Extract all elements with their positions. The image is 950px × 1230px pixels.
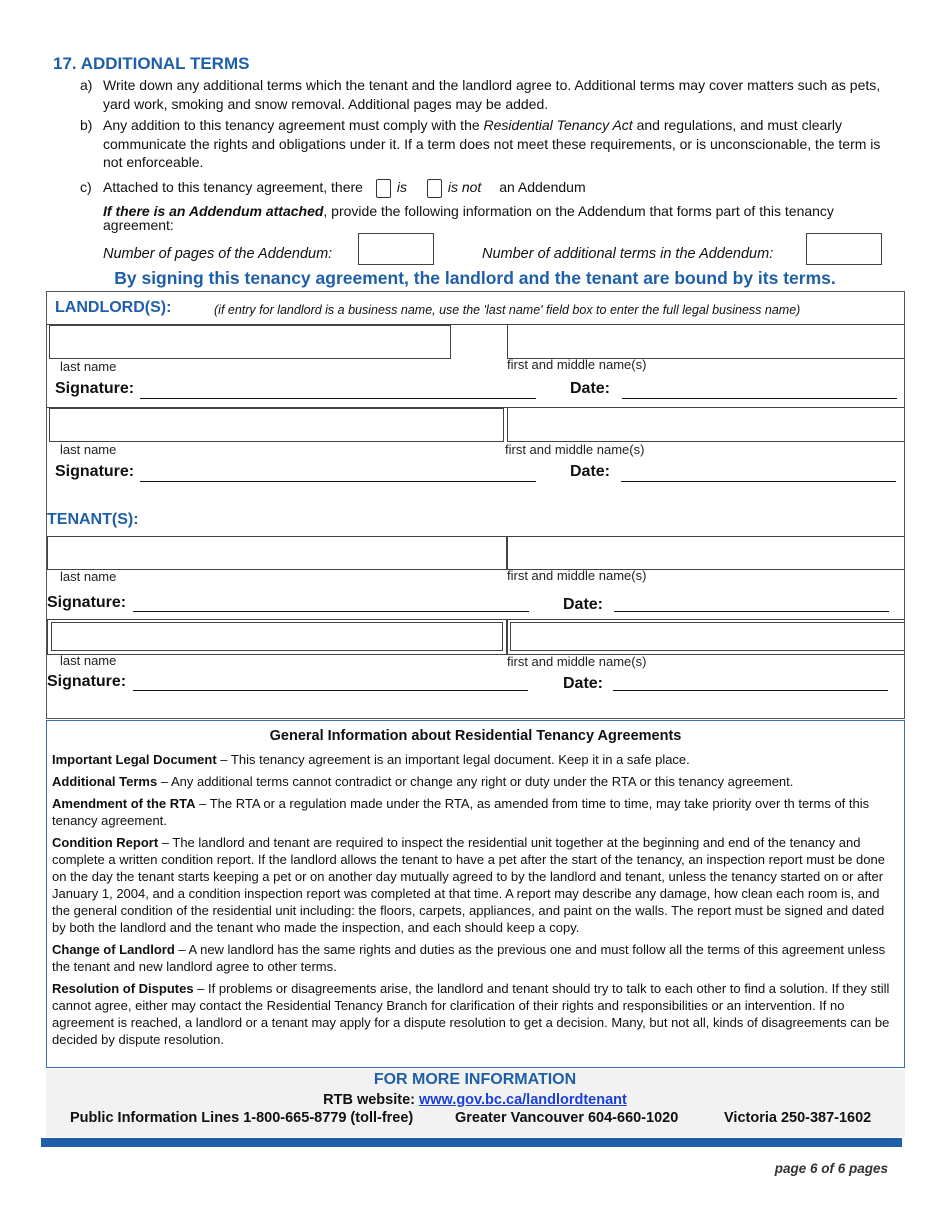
date-label: Date: (570, 463, 611, 480)
info-item (52, 751, 899, 768)
term-c (80, 178, 890, 198)
info-item (52, 773, 899, 790)
terms-label: Number of additional terms in the Addendum: (482, 246, 774, 262)
landlord-2-date-line[interactable] (621, 481, 896, 482)
date-label: Date: (563, 675, 604, 692)
binding-banner: By signing this tenancy agreement, the landlord and the tenant are bound by its terms. (114, 268, 836, 288)
pages-label: Number of pages of the Addendum: (103, 246, 333, 262)
addendum-is-checkbox[interactable] (376, 179, 391, 198)
tenant-1-last-name-input[interactable] (47, 536, 507, 570)
last-name-label: last name (60, 569, 117, 584)
signature-label: Signature: (47, 673, 127, 690)
addendum-terms-input[interactable] (806, 233, 882, 265)
victoria-line: Victoria 250-387-1602 (724, 1110, 872, 1126)
landlord-2-last-name-input[interactable] (49, 408, 504, 442)
more-info-heading: FOR MORE INFORMATION (373, 1071, 577, 1088)
term-a-label: a) (80, 77, 93, 93)
addendum-is-label: is (396, 179, 407, 195)
tenant-2-signature-line[interactable] (133, 690, 528, 691)
last-name-label: last name (60, 442, 117, 457)
rtb-website-link[interactable]: www.gov.bc.ca/landlordtenant (419, 1092, 627, 1108)
info-text: – This tenancy agreement is an important legal document. Keep it in a safe place. (216, 752, 690, 767)
first-middle-label: first and middle name(s) (505, 442, 645, 457)
info-item (52, 941, 899, 975)
info-item (52, 834, 899, 936)
landlords-heading: LANDLORD(S): (55, 299, 172, 316)
landlord-1-last-name-input[interactable] (49, 325, 451, 359)
term-b-post: and regulations, and must clearly communicate the rights and obligations under it. If a term does not meet these requirements, or is unconscionable, the term is not enforceable. (103, 117, 881, 170)
section-title: 17. ADDITIONAL TERMS (53, 54, 250, 73)
term-a (80, 76, 890, 113)
addendum-word: an Addendum (499, 179, 586, 195)
info-text: – The RTA or a regulation made under the RTA, as amended from time to time, may take priority over th terms of this tenancy agreement. (52, 796, 870, 828)
landlord-1-date-line[interactable] (622, 398, 897, 399)
term-b-text (103, 116, 890, 172)
info-term: Resolution of Disputes (52, 981, 194, 996)
addendum-pages-input[interactable] (358, 233, 434, 265)
info-term: Change of Landlord (52, 942, 175, 957)
rtb-website (0, 1092, 950, 1108)
vancouver-line: Greater Vancouver 604-660-1020 (455, 1110, 679, 1126)
signature-label: Signature: (47, 594, 127, 611)
term-c-label: c) (80, 179, 92, 195)
tenant-1-first-name-input[interactable] (507, 536, 904, 570)
signature-label: Signature: (55, 463, 135, 480)
last-name-label: last name (60, 653, 117, 668)
date-label: Date: (570, 380, 611, 397)
term-a-text: Write down any additional terms which the tenant and the landlord agree to. Additional terms may cover matters such as pets, yard work, smoking and snow removal. Additional pages may be added. (103, 77, 881, 112)
date-label: Date: (563, 596, 604, 613)
info-term: Amendment of the RTA (52, 796, 196, 811)
landlord-1-signature-line[interactable] (140, 398, 536, 399)
info-text: – Any additional terms cannot contradict or change any right or duty under the RTA or this tenancy agreement. (157, 774, 794, 789)
tenant-1-date-line[interactable] (614, 611, 889, 612)
tenant-2-last-name-input[interactable] (47, 619, 507, 655)
tenant-2-date-line[interactable] (613, 690, 888, 691)
term-b-pre: Any addition to this tenancy agreement must comply with the (103, 117, 480, 133)
tenant-2-first-name-input[interactable] (507, 619, 904, 655)
public-info-line: Public Information Lines 1-800-665-8779 (toll-free) (70, 1110, 414, 1126)
last-name-label: last name (60, 359, 117, 374)
addendum-is-not-checkbox[interactable] (427, 179, 442, 198)
addendum-lead: If there is an Addendum attached (103, 203, 324, 219)
addendum-is-not-label: is not (447, 179, 482, 195)
rtb-website-label: RTB website: (323, 1092, 415, 1108)
info-term: Additional Terms (52, 774, 158, 789)
addendum-rest: , provide the following information on the Addendum that forms part of this tenancy agreement: (103, 203, 834, 233)
info-text: – If problems or disagreements arise, the landlord and tenant should try to talk to each other to find a solution. If they still cannot agree, either may contact the Residential Tenancy Branch for clarification of their rights and responsibilities or an intervention. If no agreement is reached, a landlord or a tenant may apply for a dispute resolution to get a decision. Many, but not all, kinds of disagreements can be decided by dispute resolution. (52, 981, 890, 1047)
info-term: Important Legal Document (52, 752, 217, 767)
tenants-heading: TENANT(S): (47, 511, 139, 528)
footer-bar (41, 1138, 902, 1147)
first-middle-label: first and middle name(s) (507, 568, 647, 583)
term-c-lead: Attached to this tenancy agreement, there (103, 179, 363, 195)
term-b (80, 116, 890, 172)
info-item (52, 795, 899, 829)
first-middle-label: first and middle name(s) (507, 654, 647, 669)
term-b-act: Residential Tenancy Act (483, 117, 633, 133)
landlord-2-signature-line[interactable] (140, 481, 536, 482)
general-info-box (46, 720, 905, 1068)
landlords-note: (if entry for landlord is a business name, use the 'last name' field box to enter the full legal business name) (214, 303, 801, 317)
info-text: – A new landlord has the same rights and duties as the previous one and must follow all the terms of this agreement unless the tenant and new landlord agree to other terms. (52, 942, 886, 974)
first-middle-label: first and middle name(s) (507, 357, 647, 372)
term-b-label: b) (80, 117, 93, 133)
tenant-1-signature-line[interactable] (133, 611, 529, 612)
parties-box (46, 291, 905, 719)
info-term: Condition Report (52, 835, 159, 850)
term-c-text (103, 178, 890, 198)
info-heading: General Information about Residential Tenancy Agreements (269, 728, 682, 744)
page-number: page 6 of 6 pages (774, 1161, 888, 1176)
addendum-instructions (103, 204, 893, 232)
info-text: – The landlord and tenant are required to inspect the residential unit together at the beginning and end of the tenancy and complete a written condition report. If the landlord allows the tenant to have a pet after the start of the tenancy, an inspection report must be done on the day the tenant starts keeping a pet or on another day mutually agreed to by the landlord and tenant, unless the tenancy started on or after January 1, 2004, and a condition inspection report was completed at that time. A report may describe any damage, how clean each room is, and the general condition of the residential unit including: the floors, carpets, appliances, and paint on the walls. The report must be signed and dated by both the landlord and the tenant who made the inspection, and each should keep a copy. (52, 835, 885, 935)
info-item (52, 980, 899, 1048)
landlord-2-first-name-input[interactable] (507, 408, 904, 442)
signature-label: Signature: (55, 380, 135, 397)
landlord-1-first-name-input[interactable] (507, 325, 904, 359)
